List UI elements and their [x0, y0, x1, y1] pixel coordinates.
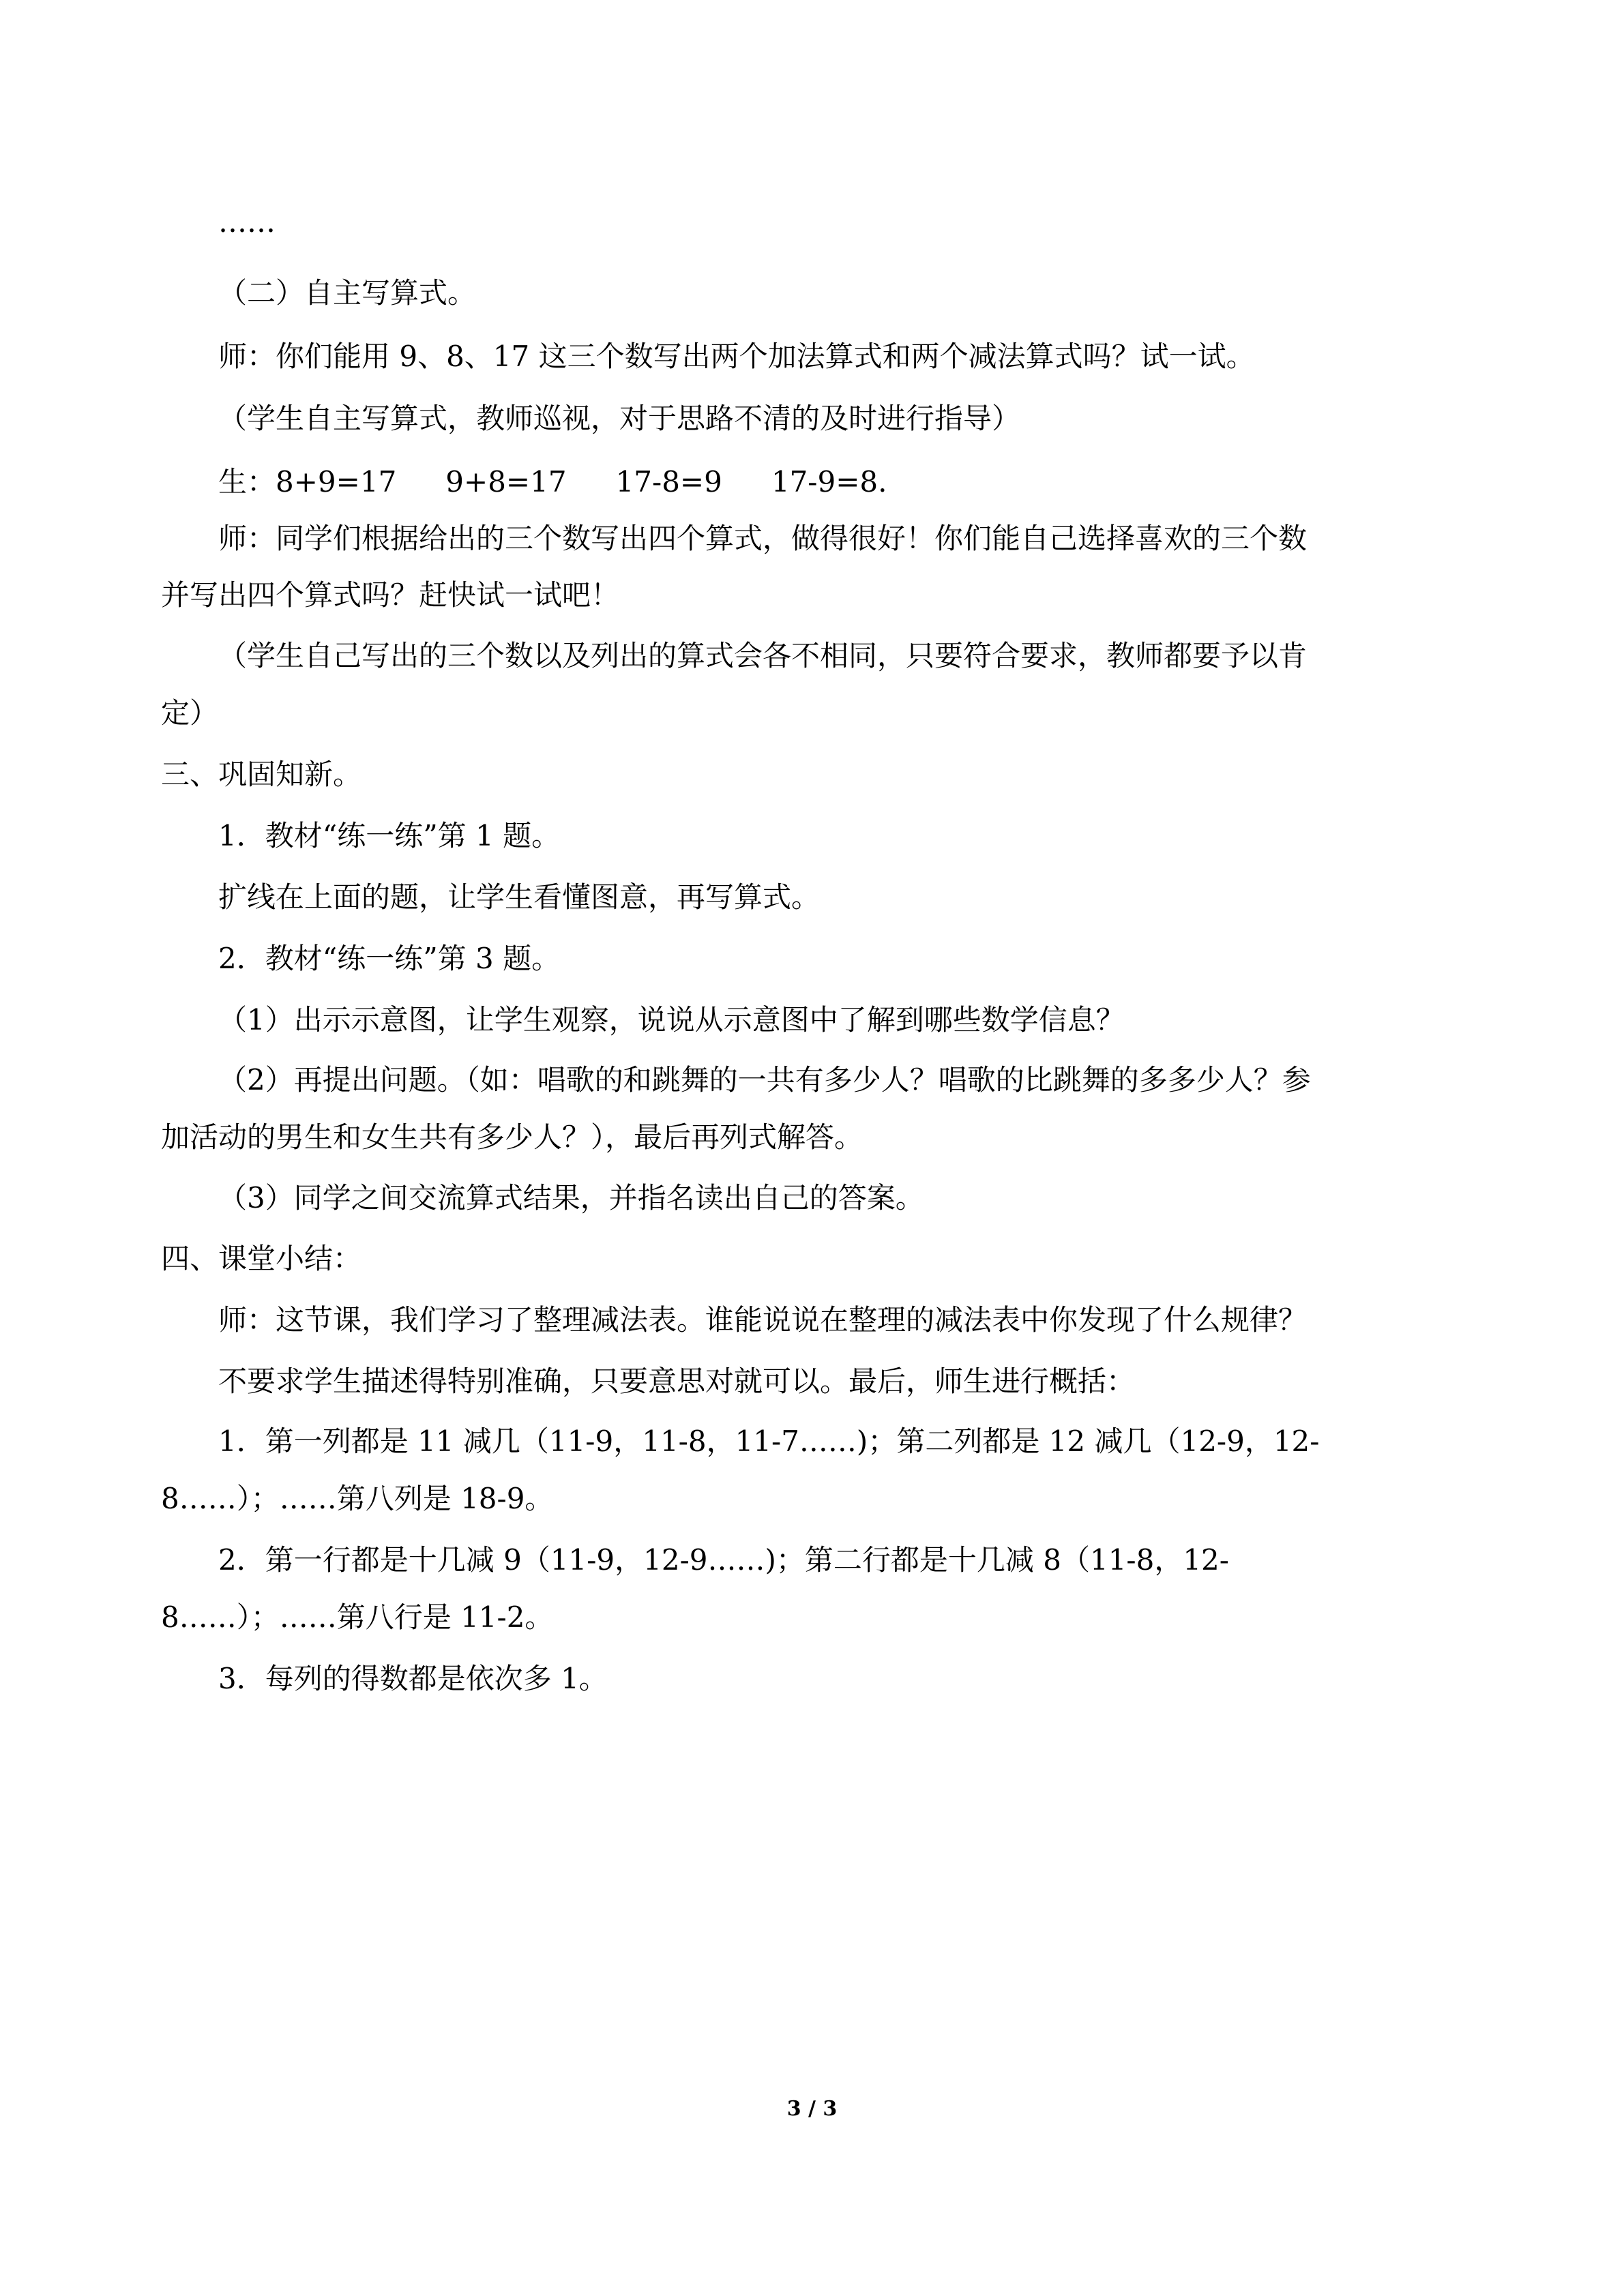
paragraph-line: （学生自己写出的三个数以及列出的算式会各不相同，只要符合要求，教师都要予以肯: [218, 639, 1308, 672]
paragraph-line: 3．每列的得数都是依次多 1。: [218, 1662, 608, 1695]
paragraph-line: 定）: [161, 696, 219, 730]
paragraph-line: 不要求学生描述得特别准确，只要意思对就可以。最后，师生进行概括：: [218, 1365, 1136, 1398]
page-number: 3 / 3: [786, 2097, 838, 2121]
ellipsis-line: ……: [218, 205, 276, 239]
paragraph-line: 1．教材“练一练”第 1 题。: [218, 819, 561, 852]
paragraph-line: 师：你们能用 9、8、17 这三个数写出两个加法算式和两个减法算式吗？试一试。: [218, 340, 1255, 373]
student-equations-line: [218, 464, 887, 500]
paragraph-line: （2）再提出问题。（如：唱歌的和跳舞的一共有多少人？唱歌的比跳舞的多多少人？参: [218, 1063, 1311, 1097]
subsection-heading: （二）自主写算式。: [218, 276, 477, 310]
paragraph-line: 8……）；……第八列是 18-9。: [161, 1482, 554, 1515]
section-heading: 三、巩固知新。: [161, 758, 362, 791]
paragraph-line: 师：这节课，我们学习了整理减法表。谁能说说在整理的减法表中你发现了什么规律？: [218, 1303, 1308, 1337]
paragraph-line: 加活动的男生和女生共有多少人？），最后再列式解答。: [161, 1120, 863, 1154]
equation: 17-8=9: [615, 465, 722, 498]
paragraph-line: 师：同学们根据给出的三个数写出四个算式，做得很好！你们能自己选择喜欢的三个数: [218, 522, 1308, 555]
paragraph-line: 2．教材“练一练”第 3 题。: [218, 942, 561, 975]
equation: 17-9=8.: [771, 465, 887, 498]
equation: 8+9=17: [276, 465, 397, 498]
paragraph-line: 扩线在上面的题，让学生看懂图意，再写算式。: [218, 880, 821, 914]
paragraph-line: 并写出四个算式吗？赶快试一试吧！: [161, 578, 620, 612]
paragraph-line: 8……）；……第八行是 11-2。: [161, 1600, 554, 1634]
paragraph-line: （学生自主写算式，教师巡视，对于思路不清的及时进行指导）: [218, 402, 1021, 435]
paragraph-line: （1）出示示意图，让学生观察，说说从示意图中了解到哪些数学信息？: [218, 1003, 1125, 1037]
paragraph-line: 2．第一行都是十几减 9（11-9，12-9……)；第二行都是十几减 8（11-8，12-: [218, 1543, 1229, 1577]
speaker-label: 生：: [218, 465, 276, 498]
paragraph-line: 1．第一列都是 11 减几（11-9，11-8，11-7……)；第二列都是 12 减几（12-9，12-: [218, 1425, 1320, 1458]
equation: 9+8=17: [445, 465, 567, 498]
paragraph-line: （3）同学之间交流算式结果，并指名读出自己的答案。: [218, 1181, 924, 1214]
section-heading: 四、课堂小结：: [161, 1242, 362, 1275]
